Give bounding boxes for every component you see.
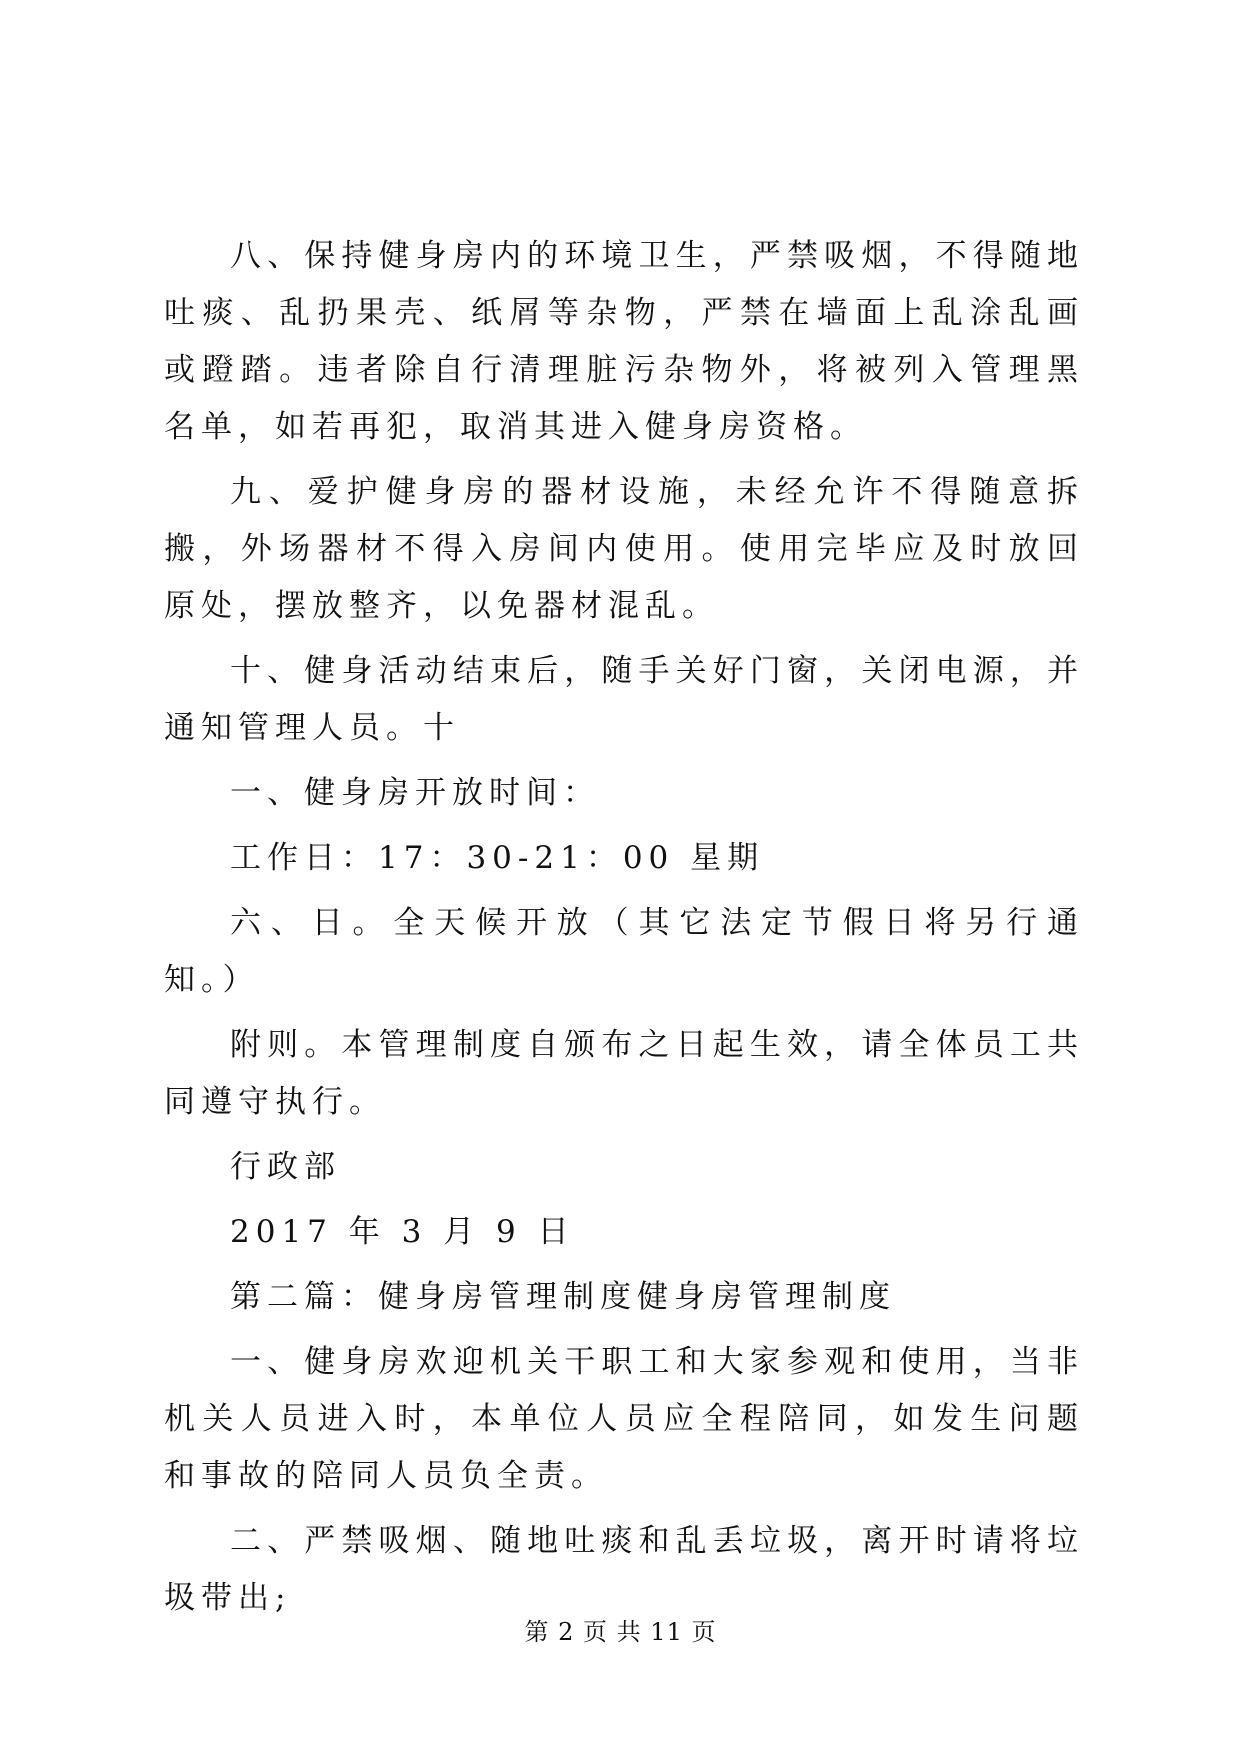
- paragraph-opening-hours: 一、健身房开放时间：: [230, 775, 600, 811]
- paragraph-rule-8: 八、保持健身房内的环境卫生，严禁吸烟，不得随地吐痰、乱扔果壳、纸屑等杂物，严禁在墙面上乱涂乱画或蹬踏。违者除自行清理脏污杂物外，将被列入管理黑名单，如若再犯，取消其进入健身房资格。: [164, 238, 1084, 445]
- paragraph-rule-9: 九、爱护健身房的器材设施，未经允许不得随意拆搬，外场器材不得入房间内使用。使用完毕应及时放回原处，摆放整齐，以免器材混乱。: [164, 474, 1084, 624]
- document-body: [164, 228, 1084, 1627]
- paragraph-second-rule-2: 二、严禁吸烟、随地吐痰和乱丢垃圾，离开时请将垃圾带出;: [164, 1523, 1084, 1616]
- paragraph-rule-10: 十、健身活动结束后，随手关好门窗，关闭电源，并通知管理人员。十: [164, 653, 1084, 746]
- paragraph-workday-hours: 工作日：17：30-21：00 星期: [230, 840, 765, 876]
- signature-department: 行政部: [230, 1149, 341, 1185]
- signature-date: 2017 年 3 月 9 日: [230, 1214, 575, 1250]
- paragraph-weekend-hours: 六、日。全天候开放（其它法定节假日将另行通知。）: [164, 905, 1084, 998]
- section-heading: 第二篇：健身房管理制度健身房管理制度: [230, 1279, 896, 1315]
- paragraph-supplementary-rule: 附则。本管理制度自颁布之日起生效，请全体员工共同遵守执行。: [164, 1027, 1084, 1120]
- paragraph-second-rule-1: 一、健身房欢迎机关干职工和大家参观和使用，当非机关人员进入时，本单位人员应全程陪同，如发生问题和事故的陪同人员负全责。: [164, 1344, 1084, 1494]
- page-footer: 第 2 页 共 11 页: [524, 1618, 717, 1646]
